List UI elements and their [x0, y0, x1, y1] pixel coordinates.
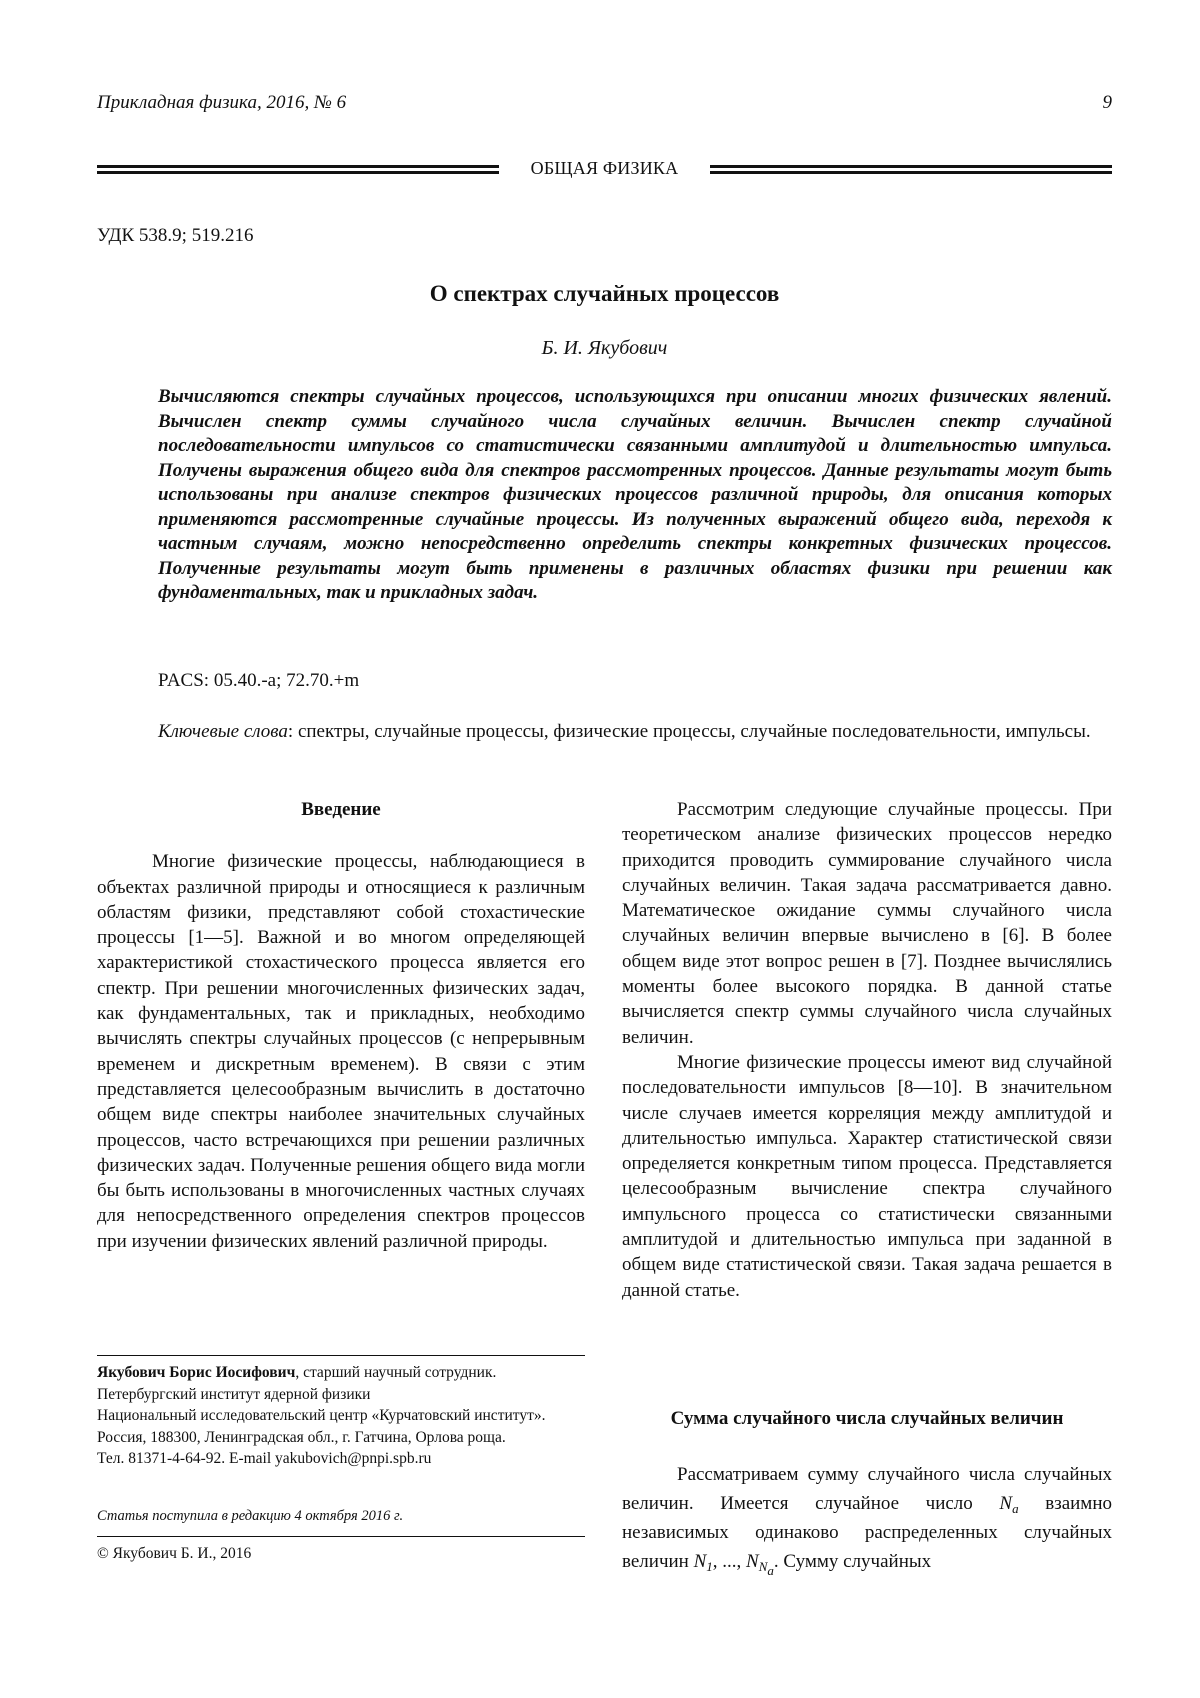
- footnote-position: , старший научный сотрудник.: [295, 1364, 497, 1381]
- math-na-sub: a: [1012, 1501, 1019, 1516]
- article-author: Б. И. Якубович: [541, 337, 668, 359]
- intro-heading: Введение: [301, 799, 381, 820]
- footnote-author-name: Якубович Борис Иосифович: [97, 1364, 296, 1381]
- footnote-center: Национальный исследовательский центр «Курчатовский институт».: [97, 1407, 546, 1424]
- left-column: [97, 797, 585, 1254]
- intro-paragraph: Многие физические процессы, наблюдающиеся в объектах различной природы и относящиеся к различным областям физики, представляют собой стохастические процессы [1—5]. Важной и во многом определяющей характеристикой стохастического процесса является его спектр. При решении многочисленных физических задач, как фундаментальных, так и прикладных, необходимо вычислять спектры случайных процессов (с непрерывным временем и дискретным временем). В связи с этим представляется целесообразным вычислить в достаточно общем виде спектры наиболее значительных случайных процессов, часто встречающихся при решении различных физических задач. Полученные решения общего вида могли бы быть использованы в многочисленных частных случаях для непосредственного определения спектров процессов при изучении физических явлений различной природы.: [97, 851, 585, 1252]
- page-number: 9: [1102, 92, 1112, 113]
- math-nna-sub-wrap: [758, 1559, 774, 1578]
- abstract: Вычисляются спектры случайных процессов, использующихся при описании многих физических явлений. Вычислен спектр суммы случайного числа случайных величин. Вычислен спектр случайной последовательности импульсов со статистически связанными амплитудой и длительностью импульса. Получены выражения общего вида для спектров рассмотренных процессов. Данные результаты могут быть использованы при анализе спектров физических процессов различной природы, для описания которых применяются рассмотренные случайные процессы. Из полученных выражений общего вида, переходя к частным случаям, можно непосредственно определить спектры конкретных физических процессов. Полученные результаты могут быть применены в различных областях физики при решении как фундаментальных, так и прикладных задач.: [158, 386, 1112, 603]
- running-head: [97, 92, 1112, 118]
- sum-section-text: [622, 1460, 1112, 1576]
- copyright: © Якубович Б. И., 2016: [97, 1545, 252, 1562]
- section-banner: [97, 158, 1112, 182]
- received-date: Статья поступила в редакцию 4 октября 2016 г.: [97, 1508, 404, 1524]
- footnote-address: Россия, 188300, Ленинградская обл., г. Гатчина, Орлова роща.: [97, 1428, 506, 1446]
- math-n1: [694, 1551, 713, 1572]
- author-footnote: [97, 1362, 585, 1470]
- keywords-label: Ключевые слова: [158, 721, 288, 742]
- right-paragraph-2: Многие физические процессы имеют вид случайной последовательности импульсов [8—10]. В значительном числе случаев имеется корреляция между амплитудой и длительностью импульса. Характер статистической связи определяется конкретным типом процесса. Представляется целесообразным вычисление спектра случайного импульсного процесса со статистически связанными амплитудой и длительностью импульса при заданной в общем виде статистической связи. Такая задача решается в данной статье.: [622, 1051, 1112, 1301]
- footnote-contacts: Тел. 81371-4-64-92. E-mail yakubovich@pnpi.spb.ru: [97, 1450, 432, 1467]
- footnote-divider: [97, 1355, 585, 1356]
- math-n1-sub: 1: [706, 1559, 713, 1574]
- right-paragraph-1: Рассмотрим следующие случайные процессы. При теоретическом анализе физических процессов нередко приходится проводить суммирование случайного числа случайных величин. Такая задача рассматривается давно. Математическое ожидание суммы случайного числа случайных величин впервые вычислено в [6]. В более общем виде этот вопрос решен в [7]. Позднее вычислялись моменты более высокого порядка. В данной статье вычисляется спектр суммы случайного числа случайных величин.: [622, 799, 1112, 1048]
- math-na: [999, 1493, 1018, 1514]
- copyright-divider: [97, 1536, 585, 1537]
- math-ellipsis: , ...,: [712, 1551, 742, 1572]
- keywords-text: : спектры, случайные процессы, физические процессы, случайные последовательности, импульсы.: [287, 721, 1091, 742]
- sum-section-heading: Сумма случайного числа случайных величин: [670, 1408, 1064, 1429]
- math-na-symbol: N: [999, 1493, 1013, 1514]
- section-rule-right: [710, 165, 1112, 174]
- right-column: [622, 797, 1112, 1303]
- math-nna-subsub: a: [767, 1563, 774, 1578]
- sum-text-2: взаимно независимых одинаково распределенных случайных величин: [622, 1493, 1113, 1572]
- math-nna: [746, 1551, 774, 1578]
- pacs-codes: PACS: 05.40.-a; 72.70.+m: [158, 670, 360, 691]
- sum-paragraph: [622, 1460, 1112, 1576]
- math-n1-symbol: N: [693, 1551, 707, 1572]
- section-label: ОБЩАЯ ФИЗИКА: [530, 158, 679, 178]
- sum-text-1: Рассматриваем сумму случайного числа случайных величин. Имеется случайное число: [622, 1464, 1112, 1514]
- footnote-institute: Петербургский институт ядерной физики: [97, 1385, 371, 1403]
- keywords: [158, 720, 1112, 745]
- udc-code: УДК 538.9; 519.216: [97, 225, 254, 246]
- sum-text-3: . Сумму случайных: [773, 1551, 932, 1572]
- footnote-name-line: [97, 1362, 585, 1384]
- journal-name: Прикладная физика, 2016, № 6: [97, 92, 347, 113]
- math-nna-symbol: N: [746, 1551, 759, 1572]
- math-nna-sub: N: [758, 1559, 768, 1574]
- article-title: О спектрах случайных процессов: [429, 281, 780, 306]
